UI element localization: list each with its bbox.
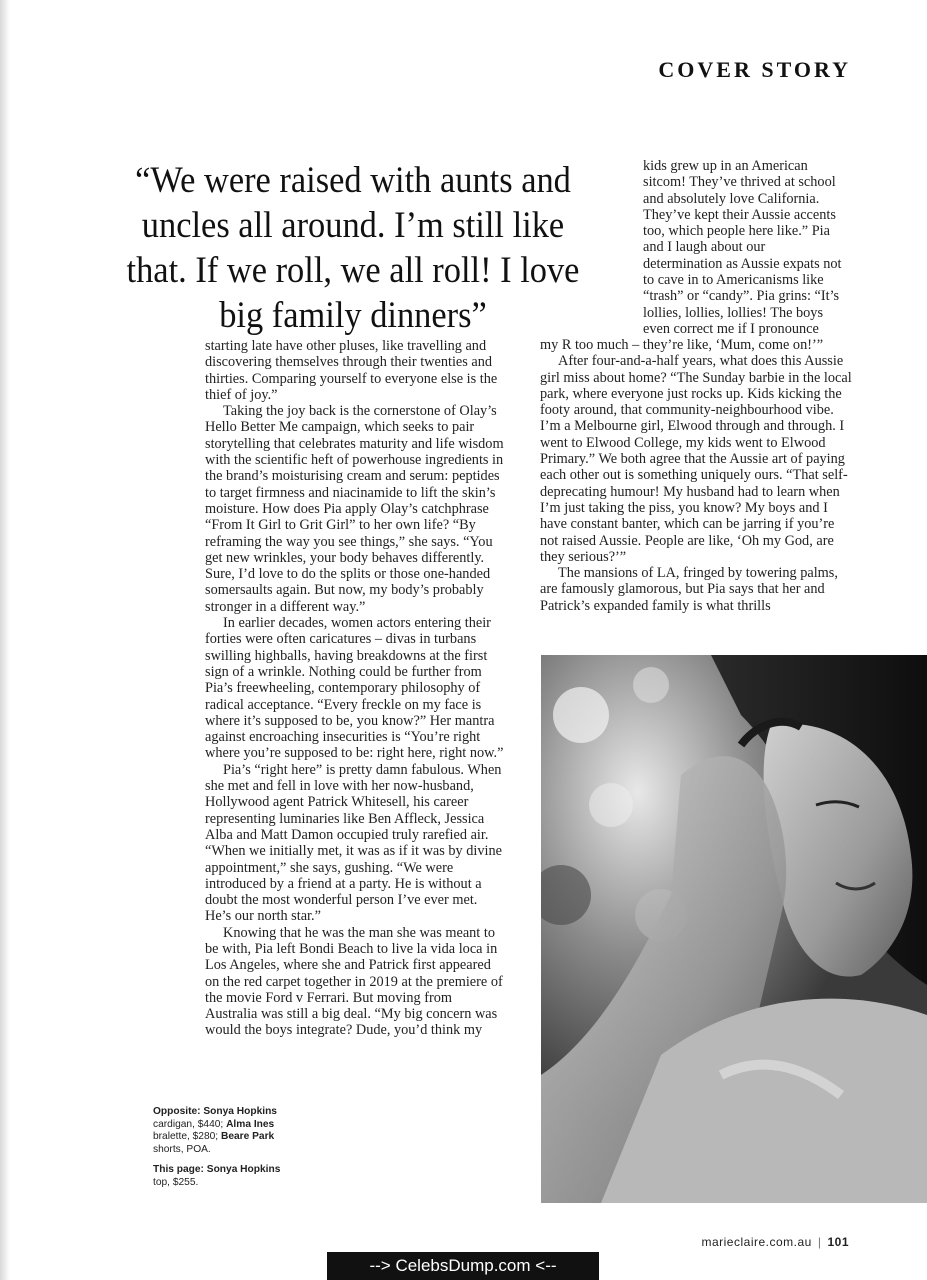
portrait-photo	[541, 655, 927, 1203]
credit-brand: Beare Park	[220, 1131, 275, 1143]
paragraph: After four-and-a-half years, what does this Aussie girl miss about home? “The Sunday barbie in the local park, where everyone just rocks up. Kids kicking the footy around, that community-neighbourhood vibe. I’m a Melbourne girl, Elwood through and through. I went to Elwood College, my kids went to Elwood Primary.” We both agree that the Aussie art of paying each other out is something uniquely ours. “That self-deprecating humour! My husband had to learn when I’m just taking the piss, you know? My boys and I have constant banter, which can be jarring if you’re not raised Aussie. People are like, ‘Oh my God, are they serious?’”	[540, 353, 852, 565]
paragraph: In earlier decades, women actors entering their forties were often caricatures – divas in turbans swilling highballs, having breakdowns at the first sign of a wrinkle. Nothing could be further from Pia’s freewheeling, contemporary philosophy of radical acceptance. “Every freckle on my face is where it’s supposed to be, you know?” Her mantra against encroaching insecurities is “You’re right where you’re supposed to be: right here, right now.”	[205, 615, 504, 762]
credit-item: shorts, POA.	[153, 1143, 211, 1155]
site-url: marieclaire.com.au	[701, 1235, 812, 1249]
page-spine-shadow	[0, 0, 10, 1280]
page-number: 101	[827, 1235, 849, 1249]
paragraph: my R too much – they’re like, ‘Mum, come on!’”	[540, 337, 824, 353]
paragraph: kids grew up in an American sitcom! They’ve thrived at school and absolutely love California. They’ve kept their Aussie accents too, which people here like.” Pia and I laugh about our determination as Aussie expats not to cave in to Americanisms like “trash” or “candy”. Pia grins: “It’s lollies, lollies, lollies! The boys even correct me if I pronounce	[643, 158, 842, 337]
watermark-banner: --> CelebsDump.com <--	[327, 1252, 599, 1280]
credit-item: top, $255.	[153, 1176, 199, 1188]
credit-label: Opposite:	[153, 1106, 204, 1117]
folio-divider: |	[817, 1235, 822, 1249]
credit-brand: Sonya Hopkins	[203, 1106, 277, 1117]
paragraph: Knowing that he was the man she was meant to be with, Pia left Bondi Beach to live la vida loca in Los Angeles, where she and Patrick first appeared on the red carpet together in 2019 at the premiere of the movie Ford v Ferrari. But moving from Australia was still a big deal. “My big concern was would the boys integrate? Dude, you’d think my	[205, 924, 503, 1039]
right-column	[540, 337, 853, 614]
credit-item: bralette, $280;	[153, 1131, 221, 1143]
credit-brand: Alma Ines	[226, 1118, 275, 1130]
paragraph: Pia’s “right here” is pretty damn fabulous. When she met and fell in love with her now-husband, Hollywood agent Patrick Whitesell, his career representing luminaries like Ben Affleck, Jessica Alba and Matt Damon occupied truly rarefied air. “When we initially met, it was as if it was by divine appointment,” she says, gushing. “We were introduced by a friend at a party. He is without a doubt the most wonderful person I’ve ever met. He’s our north star.”	[205, 761, 502, 925]
credit-item: cardigan, $440;	[153, 1118, 227, 1130]
section-label: COVER STORY	[658, 57, 851, 82]
page-folio	[701, 1235, 849, 1249]
right-column-top	[643, 158, 848, 337]
left-column	[205, 338, 505, 1039]
pull-quote: “We were raised with aunts and uncles all around. I’m still like that. If we roll, we all roll! I love big family dinners”	[126, 160, 580, 336]
paragraph: The mansions of LA, fringed by towering palms, are famously glamorous, but Pia says that her and Patrick’s expanded family is what thrills	[540, 565, 838, 614]
credit-label: This page:	[153, 1164, 207, 1176]
photo-credits	[153, 1106, 293, 1198]
paragraph: Taking the joy back is the cornerstone of Olay’s Hello Better Me campaign, which seeks to pair storytelling that celebrates maturity and life wisdom with the scientific heft of powerhouse ingredients in the brand’s moisturising cream and serum: peptides to target firmness and niacinamide to lift the skin’s moisture. How does Pia apply Olay’s catchphrase “From It Girl to Grit Girl” to her own life? “By reframing the way you see things,” she says. “You get new wrinkles, your body behaves differently. Sure, I’d love to do the splits or those one-handed somersaults again. But now, my body’s probably stronger in a different way.”	[205, 403, 504, 615]
credit-brand: Sonya Hopkins	[206, 1164, 281, 1176]
paragraph: starting late have other pluses, like travelling and discovering themselves through their twenties and thirties. Comparing yourself to everyone else is the thief of joy.”	[205, 338, 498, 403]
